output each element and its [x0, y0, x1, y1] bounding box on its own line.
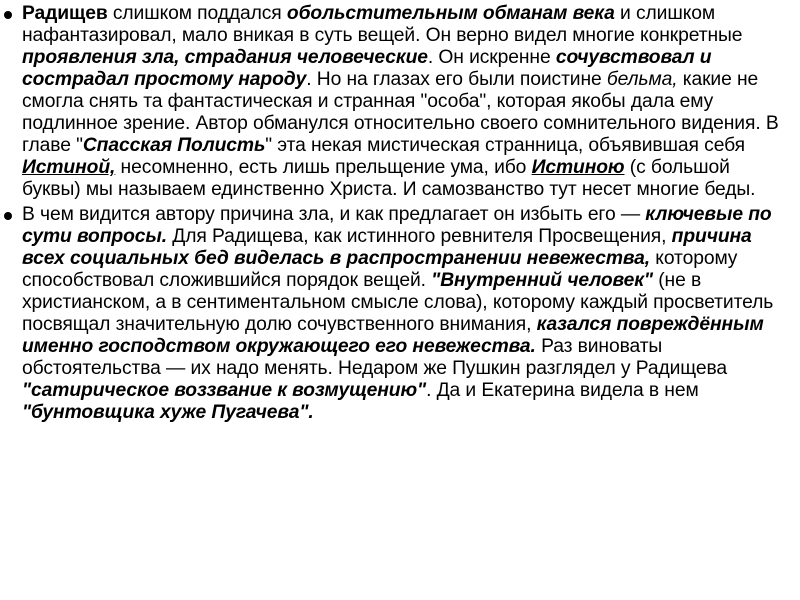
text-segment: проявления зла, страдания человеческие [22, 47, 428, 68]
text-segment: . Да и Екатерина видела в нем [426, 380, 699, 401]
text-segment: (не в христианском, а в сентиментальном смысле слова), которому каждый просветитель посвящал значительную долю сочувственного внимания, [22, 270, 774, 335]
text-segment: какие не смогла снять та фантастическая и странная "особа", которая якобы дала ему подлинное зрение. Автор обманулся относительно своего сомнительного видения. В главе " [22, 69, 779, 156]
bullet-paragraph-cause-of-evil [0, 204, 786, 424]
text-segment: . Но на глазах его были поистине [306, 69, 607, 90]
text-segment: которому способствовал сложившийся порядок вещей. [22, 248, 738, 291]
text-segment: Истиной, [22, 157, 116, 178]
text-segment: обольстительным обманам века [286, 3, 615, 24]
text-segment: В чем видится автору причина зла, и как предлагает он избыть его — [22, 204, 646, 225]
text-segment: ключевые по сути вопросы. [22, 204, 772, 247]
bullet-dot-icon [4, 11, 12, 19]
text-segment: "Внутренний человек" [431, 270, 653, 291]
text-segment: . Он искренне [427, 47, 556, 68]
text-segment: Для Радищева, как истинного ревнителя Просвещения, [167, 226, 672, 247]
text-segment: и слишком нафантазировал, мало вникая в суть вещей. Он верно видел многие конкретные [22, 3, 743, 46]
bullet-dot-icon [4, 212, 12, 220]
text-segment: Радищев [22, 3, 108, 24]
text-segment: Спасская Полисть [82, 135, 266, 156]
text-segment: Раз виноваты обстоятельства — их надо менять. Недаром же Пушкин разглядел у Радищева [22, 336, 728, 379]
text-segment: "сатирическое воззвание к возмущению" [22, 380, 427, 401]
text-segment: причина всех социальных бед виделась в распространении невежества, [22, 226, 752, 269]
bullet-paragraph-radishchev [0, 0, 786, 201]
text-segment: несомненно, есть лишь прельщение ума, ибо [115, 157, 532, 178]
text-segment: слишком поддался [107, 3, 287, 24]
text-segment: сочувствовал и сострадал простому народу [22, 47, 712, 90]
text-segment: Истиною [531, 157, 625, 178]
text-segment: бельма, [606, 69, 678, 90]
text-segment: казался повреждённым именно господством окружающего его невежества. [22, 314, 764, 357]
text-segment: (с большой буквы) мы называем единственно Христа. И самозванство тут несет многие беды. [22, 157, 756, 200]
text-segment: "бунтовщика хуже Пугачева". [22, 402, 314, 423]
text-segment: " эта некая мистическая странница, объявившая себя [265, 135, 745, 156]
